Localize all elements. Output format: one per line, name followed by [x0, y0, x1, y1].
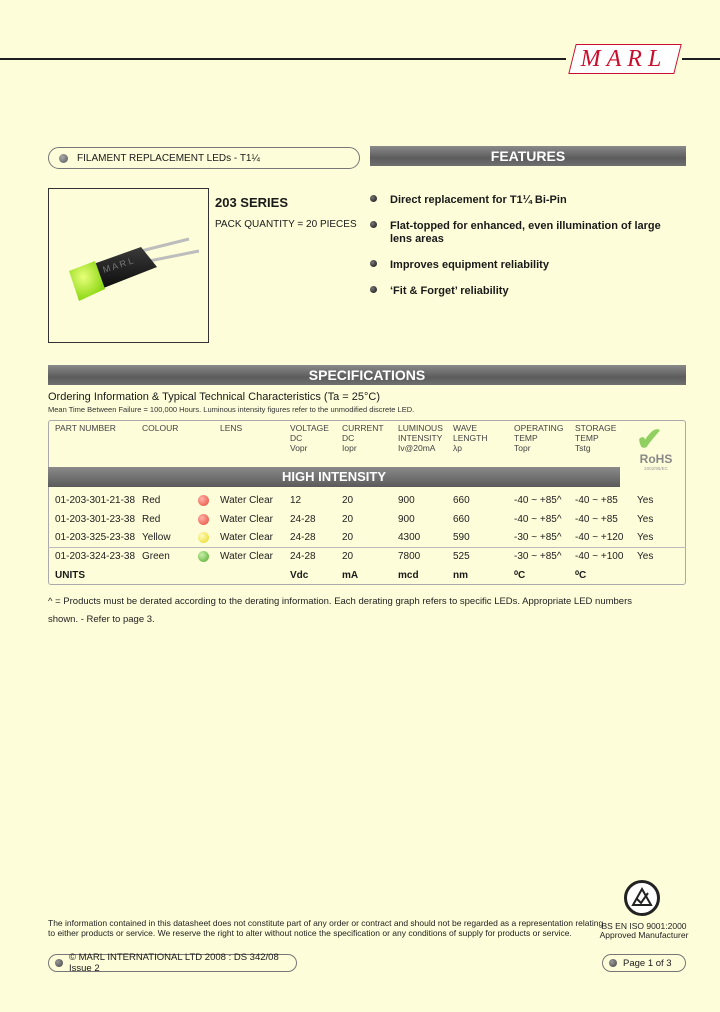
col-header-storage: STORAGE TEMP Tstg — [575, 423, 617, 453]
copyright: © MARL INTERNATIONAL LTD 2008 : DS 342/08 Issue 2 — [69, 952, 279, 974]
cell-part: 01-203-301-23-38 — [55, 514, 136, 525]
cell-part: 01-203-325-23-38 — [55, 532, 136, 543]
cell-operating: -40 ~ +85^ — [514, 514, 562, 525]
col-header-luminous: LUMINOUS INTENSITY Iv@20mA — [398, 423, 443, 453]
bullet-icon — [370, 260, 377, 267]
cell-colour: Red — [142, 495, 161, 506]
cell-luminous: 900 — [398, 514, 415, 525]
cell-operating: -30 ~ +85^ — [514, 551, 562, 562]
led-green-icon — [198, 548, 210, 566]
unit-current: mA — [342, 570, 359, 581]
col-header-wave: WAVE LENGTH λp — [453, 423, 488, 453]
product-category-pill — [48, 147, 360, 169]
page-number: Page 1 of 3 — [623, 957, 672, 969]
checkmark-icon: ✔ — [636, 421, 663, 457]
certification-emblem-icon — [624, 880, 660, 916]
led-yellow-icon — [198, 529, 210, 547]
feature-item: Flat-topped for enhanced, even illumination of large lens areas — [370, 220, 670, 246]
cell-current: 20 — [342, 514, 354, 525]
svg-text:M A R L: M A R L — [101, 255, 135, 275]
copyright-pill — [48, 954, 297, 972]
col-header-operating: OPERATING TEMP Topr — [514, 423, 564, 453]
cell-lens: Water Clear — [220, 514, 273, 525]
cell-luminous: 7800 — [398, 551, 421, 562]
cell-storage: -40 ~ +85 — [575, 495, 618, 506]
cell-voltage: 24-28 — [290, 532, 316, 543]
cell-current: 20 — [342, 495, 354, 506]
cell-wave: 525 — [453, 551, 470, 562]
bullet-icon — [370, 286, 377, 293]
derating-note: ^ = Products must be derated according to the derating information. Each derating graph refers to specific LEDs. Appropriate LED numbers shown. - Refer to page 3. — [48, 596, 633, 625]
cell-storage: -40 ~ +120 — [575, 532, 624, 543]
led-red-icon — [198, 511, 210, 529]
marl-logo: MARL — [566, 42, 682, 76]
bullet-icon — [59, 154, 68, 163]
pack-quantity: PACK QUANTITY = 20 PIECES — [215, 219, 357, 230]
unit-luminous: mcd — [398, 570, 419, 581]
cell-voltage: 24-28 — [290, 551, 316, 562]
cell-voltage: 12 — [290, 495, 302, 506]
cell-luminous: 4300 — [398, 532, 421, 543]
unit-storage: ⁰C — [575, 570, 587, 581]
cell-operating: -30 ~ +85^ — [514, 532, 562, 543]
cell-wave: 660 — [453, 495, 470, 506]
col-header-colour: COLOUR — [142, 423, 179, 433]
rohs-badge: ✔ RoHS 2002/95/EC — [636, 421, 673, 471]
cell-rohs: Yes — [637, 532, 654, 543]
mtbf-note: Mean Time Between Failure = 100,000 Hours. Luminous intensity figures refer to the unmodified discrete LED. — [48, 405, 415, 414]
cell-colour: Red — [142, 514, 161, 525]
feature-item: ‘Fit & Forget’ reliability — [370, 285, 670, 298]
bullet-icon — [55, 959, 63, 967]
unit-wave: nm — [453, 570, 468, 581]
cell-wave: 590 — [453, 532, 470, 543]
cell-current: 20 — [342, 551, 354, 562]
units-label: UNITS — [55, 570, 85, 581]
product-category: FILAMENT REPLACEMENT LEDs - T1¼ — [77, 152, 260, 164]
cell-voltage: 24-28 — [290, 514, 316, 525]
cell-colour: Green — [142, 551, 170, 562]
cell-operating: -40 ~ +85^ — [514, 495, 562, 506]
bullet-icon — [370, 195, 377, 202]
cell-lens: Water Clear — [220, 495, 273, 506]
unit-operating: ⁰C — [514, 570, 526, 581]
bullet-icon — [609, 959, 617, 967]
cell-rohs: Yes — [637, 514, 654, 525]
high-intensity-heading: HIGH INTENSITY — [48, 467, 620, 487]
col-header-voltage: VOLTAGE DC Vopr — [290, 423, 329, 453]
features-heading: FEATURES — [370, 146, 686, 166]
cell-part: 01-203-324-23-38 — [55, 551, 136, 562]
col-header-part: PART NUMBER — [55, 423, 116, 433]
cell-part: 01-203-301-21-38 — [55, 495, 136, 506]
cell-lens: Water Clear — [220, 551, 273, 562]
cell-luminous: 900 — [398, 495, 415, 506]
product-photo — [48, 188, 209, 343]
col-header-lens: LENS — [220, 423, 243, 433]
col-header-current: CURRENT DC Iopr — [342, 423, 384, 453]
cell-current: 20 — [342, 532, 354, 543]
cell-colour: Yellow — [142, 532, 171, 543]
cell-storage: -40 ~ +85 — [575, 514, 618, 525]
led-bi-pin-photo-icon — [49, 189, 208, 342]
cell-wave: 660 — [453, 514, 470, 525]
feature-item: Improves equipment reliability — [370, 259, 670, 272]
specifications-heading: SPECIFICATIONS — [48, 365, 686, 385]
cell-rohs: Yes — [637, 495, 654, 506]
cell-rohs: Yes — [637, 551, 654, 562]
led-red-icon — [198, 492, 210, 510]
disclaimer: The information contained in this datasheet does not constitute part of any order or contract and should not be regarded as a representation relating to either products or service. We reserve the right to alter without notice the specification or any conditions of supply for products or service. — [48, 918, 604, 938]
ordering-title: Ordering Information & Typical Technical Characteristics (Ta = 25°C) — [48, 391, 380, 403]
cell-lens: Water Clear — [220, 532, 273, 543]
page-indicator — [602, 954, 686, 972]
series-title: 203 SERIES — [215, 195, 288, 210]
iso-certification: BS EN ISO 9001:2000 Approved Manufacturer — [599, 921, 689, 940]
unit-voltage: Vdc — [290, 570, 309, 581]
cell-storage: -40 ~ +100 — [575, 551, 624, 562]
feature-item: Direct replacement for T1¼ Bi-Pin — [370, 194, 670, 207]
bullet-icon — [370, 221, 377, 228]
